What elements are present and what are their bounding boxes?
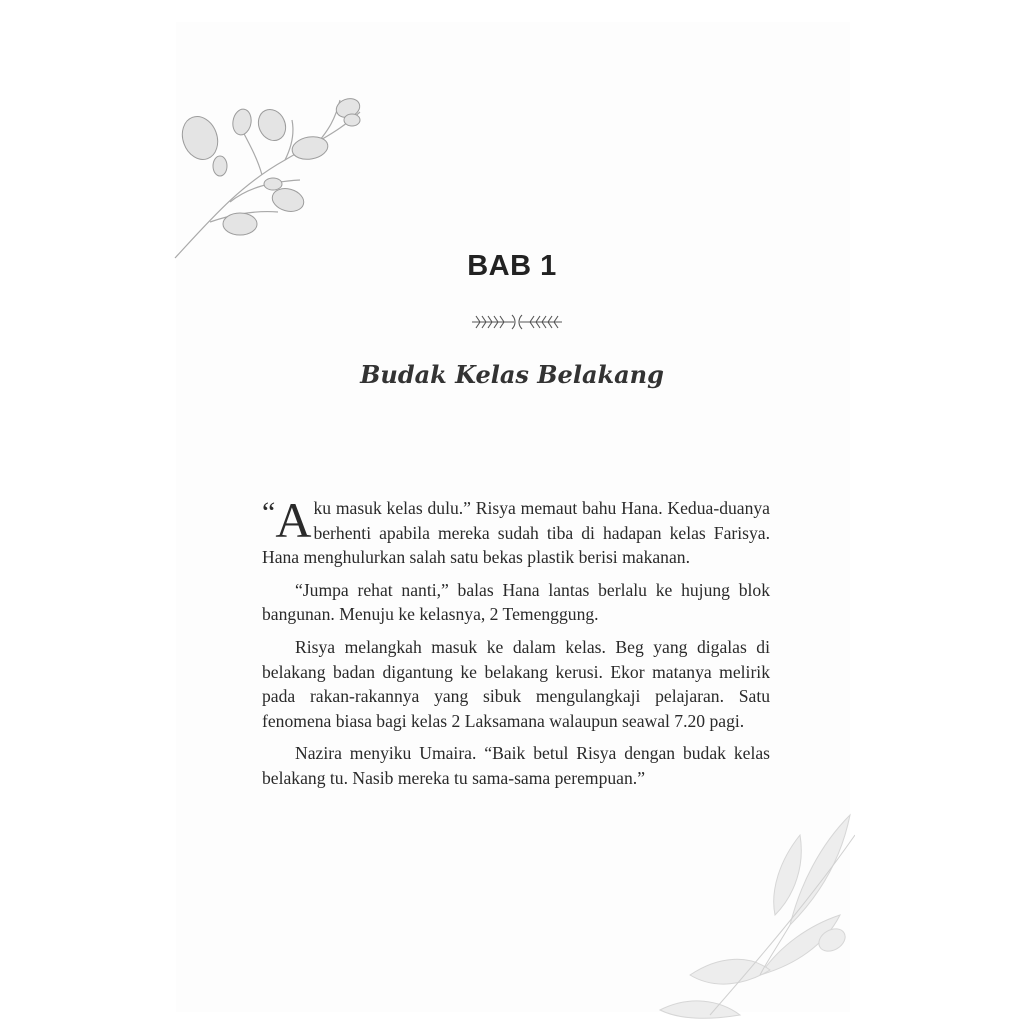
drop-cap-quote: “: [262, 496, 276, 529]
drop-cap: [262, 492, 312, 548]
chapter-title: BAB 1: [467, 250, 557, 282]
paragraph-3: Risya melangkah masuk ke dalam kelas. Beg yang digalas di belakang badan digantung ke belakang kerusi. Ekor matanya melirik pada rakan-rakannya yang sibuk mengulangkaji pelajaran. Satu fenomena biasa bagi kelas 2 Laksamana walaupun seawal 7.20 pagi.: [262, 636, 770, 731]
paragraph-1-text: ku masuk kelas dulu.” Risya memaut bahu Hana. Kedua-duanya berhenti apabila mereka sudah tiba di hadapan kelas Farisya. Hana menghulurkan salah satu bekas plastik berisi makanan.: [262, 498, 770, 568]
paragraph-1: [262, 492, 770, 570]
chapter-subtitle: Budak Kelas Belakang: [360, 360, 664, 389]
drop-cap-letter: A: [275, 492, 312, 548]
paragraph-4: Nazira menyiku Umaira. “Baik betul Risya dengan budak kelas belakang tu. Nasib mereka tu sama-sama perempuan.”: [262, 743, 770, 788]
chapter-body: [262, 492, 770, 799]
paragraph-2: “Jumpa rehat nanti,” balas Hana lantas berlalu ke hujung blok bangunan. Menuju ke kelasnya, 2 Temenggung.: [262, 579, 770, 625]
leaf-divider-icon: [468, 309, 566, 333]
floral-leaves-icon: [650, 805, 855, 1020]
floral-branch-icon: [170, 90, 375, 265]
